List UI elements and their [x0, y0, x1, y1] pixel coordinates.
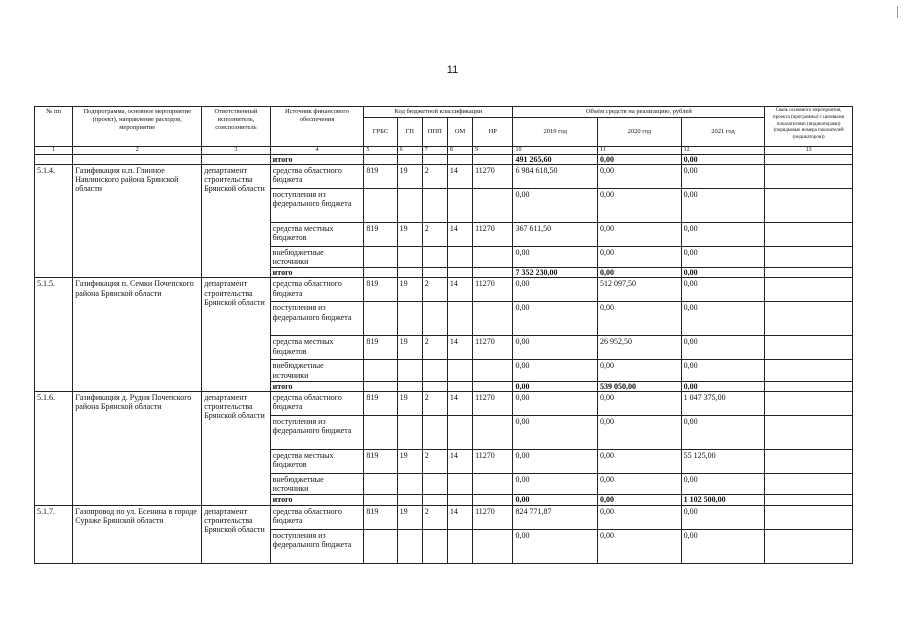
- top-total-row: [35, 154, 853, 164]
- table-row: [35, 164, 853, 188]
- code-gp: 19: [397, 278, 422, 302]
- code-grbs: [364, 474, 397, 495]
- code-grbs: [364, 416, 397, 450]
- code-ppp: [422, 246, 447, 267]
- amount-2019: 6 984 618,50: [513, 164, 598, 188]
- code-grbs: [364, 360, 397, 381]
- source-total: итого: [270, 381, 364, 391]
- code-om: 14: [447, 278, 472, 302]
- code-nr: 11270: [473, 336, 513, 360]
- empty-cell: [765, 246, 853, 267]
- code-om: [447, 360, 472, 381]
- code-grbs: 819: [364, 164, 397, 188]
- amount-2021: 1 102 500,00: [681, 495, 765, 505]
- amount-2019: 0,00: [513, 246, 598, 267]
- source-extra: внебюджетные источники: [270, 246, 364, 267]
- amount-2020: 26 952,50: [598, 336, 682, 360]
- amount-2020: 539 050,00: [598, 381, 682, 391]
- amount-2021: 0,00: [681, 278, 765, 302]
- code-om: 14: [447, 222, 472, 246]
- code-ppp: 2: [422, 336, 447, 360]
- amount-2020: 0,00: [598, 416, 682, 450]
- code-nr: [473, 416, 513, 450]
- code-grbs: [364, 246, 397, 267]
- empty-cell: [35, 154, 73, 164]
- header-link: Связь основного мероприятия, проекта (программы) с целевыми показателями (индикаторами) (порядковые номера показателей (индикаторов)): [765, 107, 853, 147]
- code-grbs: 819: [364, 392, 397, 416]
- code-grbs: 819: [364, 336, 397, 360]
- code-om: 14: [447, 392, 472, 416]
- header-subprogram: Подпрограмма, основное мероприятие (проект), направление расходов, мероприятие: [73, 107, 202, 147]
- code-gp: [397, 360, 422, 381]
- empty-cell: [765, 392, 853, 416]
- column-number: 4: [270, 146, 364, 154]
- table-body: [35, 146, 853, 563]
- code-ppp: [422, 474, 447, 495]
- empty-cell: [397, 154, 422, 164]
- amount-2021: 1 047 375,00: [681, 392, 765, 416]
- amount-2020: 0,00: [598, 450, 682, 474]
- table-row: [35, 505, 853, 529]
- amount-2021: 0,00: [681, 268, 765, 278]
- source-total: итого: [270, 495, 364, 505]
- empty-cell: [473, 154, 513, 164]
- budget-table: [34, 106, 853, 564]
- amount-2020: 0,00: [598, 154, 682, 164]
- source-regional: средства областного бюджета: [270, 392, 364, 416]
- amount-2019: 0,00: [513, 416, 598, 450]
- code-nr: 11270: [473, 164, 513, 188]
- code-gp: [397, 474, 422, 495]
- amount-2019: 367 611,50: [513, 222, 598, 246]
- empty-cell: [447, 154, 472, 164]
- row-name: Газопровод по ул. Есенина в городе Сураже Брянской области: [73, 505, 202, 563]
- source-federal: поступления из федерального бюджета: [270, 416, 364, 450]
- table-row: [35, 278, 853, 302]
- amount-2021: 0,00: [681, 302, 765, 336]
- code-om: 14: [447, 505, 472, 529]
- column-number: 7: [422, 146, 447, 154]
- code-om: [447, 302, 472, 336]
- empty-cell: [765, 278, 853, 302]
- amount-2021: 0,00: [681, 381, 765, 391]
- source-local: средства местных бюджетов: [270, 450, 364, 474]
- empty-cell: [765, 302, 853, 336]
- amount-2020: 0,00: [598, 392, 682, 416]
- column-numbers-row: [35, 146, 853, 154]
- empty-cell: [765, 360, 853, 381]
- empty-cell: [765, 529, 853, 563]
- code-gp: [397, 302, 422, 336]
- amount-2021: 0,00: [681, 164, 765, 188]
- table-row: [35, 392, 853, 416]
- column-number: 13: [765, 146, 853, 154]
- code-om: 14: [447, 164, 472, 188]
- code-ppp: [422, 529, 447, 563]
- amount-2021: 0,00: [681, 360, 765, 381]
- row-executor: департамент строительства Брянской области: [202, 505, 270, 563]
- code-ppp: [422, 268, 447, 278]
- amount-2019: 491 265,60: [513, 154, 598, 164]
- empty-cell: [765, 416, 853, 450]
- code-nr: [473, 360, 513, 381]
- code-ppp: 2: [422, 222, 447, 246]
- row-executor: департамент строительства Брянской области: [202, 278, 270, 392]
- amount-2020: 0,00: [598, 360, 682, 381]
- code-nr: [473, 495, 513, 505]
- code-gp: 19: [397, 450, 422, 474]
- empty-cell: [765, 268, 853, 278]
- empty-cell: [765, 474, 853, 495]
- code-nr: 11270: [473, 505, 513, 529]
- column-number: 8: [447, 146, 472, 154]
- empty-cell: [765, 222, 853, 246]
- amount-2020: 0,00: [598, 164, 682, 188]
- amount-2020: 0,00: [598, 222, 682, 246]
- header-om: ОМ: [447, 117, 472, 146]
- empty-cell: [364, 154, 397, 164]
- code-om: [447, 495, 472, 505]
- scan-edge-mark: [897, 6, 898, 18]
- row-num: 5.1.7.: [35, 505, 73, 563]
- code-grbs: 819: [364, 450, 397, 474]
- code-gp: [397, 381, 422, 391]
- source-federal: поступления из федерального бюджета: [270, 302, 364, 336]
- amount-2021: 0,00: [681, 474, 765, 495]
- code-ppp: [422, 360, 447, 381]
- code-nr: 11270: [473, 450, 513, 474]
- code-nr: [473, 381, 513, 391]
- source-federal: поступления из федерального бюджета: [270, 529, 364, 563]
- column-number: 12: [681, 146, 765, 154]
- code-grbs: 819: [364, 278, 397, 302]
- code-gp: [397, 268, 422, 278]
- header-year-2020: 2020 год: [598, 117, 682, 146]
- amount-2021: 0,00: [681, 154, 765, 164]
- amount-2019: 0,00: [513, 188, 598, 222]
- code-nr: [473, 188, 513, 222]
- amount-2020: 512 097,50: [598, 278, 682, 302]
- header-ppp: ППП: [422, 117, 447, 146]
- code-nr: [473, 246, 513, 267]
- row-executor: департамент строительства Брянской области: [202, 164, 270, 278]
- code-om: [447, 246, 472, 267]
- header-codes: Код бюджетной классификации: [364, 107, 513, 118]
- amount-2020: 0,00: [598, 474, 682, 495]
- code-grbs: [364, 268, 397, 278]
- code-gp: [397, 188, 422, 222]
- code-gp: 19: [397, 222, 422, 246]
- amount-2019: 0,00: [513, 302, 598, 336]
- code-nr: 11270: [473, 278, 513, 302]
- empty-cell: [765, 188, 853, 222]
- header-row: [35, 107, 853, 118]
- code-om: [447, 268, 472, 278]
- code-grbs: [364, 495, 397, 505]
- column-number: 9: [473, 146, 513, 154]
- row-executor: департамент строительства Брянской области: [202, 392, 270, 506]
- source-regional: средства областного бюджета: [270, 278, 364, 302]
- code-gp: [397, 246, 422, 267]
- source-total: итого: [270, 268, 364, 278]
- code-grbs: 819: [364, 222, 397, 246]
- page-number: 11: [446, 64, 459, 76]
- code-ppp: [422, 495, 447, 505]
- column-number: 6: [397, 146, 422, 154]
- code-gp: [397, 529, 422, 563]
- row-name: Газификация н.п. Глинное Навлинского района Брянской области: [73, 164, 202, 278]
- amount-2021: 0,00: [681, 188, 765, 222]
- code-grbs: [364, 302, 397, 336]
- row-name: Газификация д. Рудня Почепского района Брянской области: [73, 392, 202, 506]
- code-grbs: [364, 529, 397, 563]
- code-gp: [397, 495, 422, 505]
- amount-2020: 0,00: [598, 188, 682, 222]
- source-regional: средства областного бюджета: [270, 505, 364, 529]
- empty-cell: [765, 164, 853, 188]
- amount-2019: 0,00: [513, 381, 598, 391]
- empty-cell: [765, 381, 853, 391]
- amount-2020: 0,00: [598, 268, 682, 278]
- empty-cell: [422, 154, 447, 164]
- amount-2019: 0,00: [513, 392, 598, 416]
- amount-2019: 0,00: [513, 495, 598, 505]
- source-local: средства местных бюджетов: [270, 336, 364, 360]
- empty-cell: [765, 450, 853, 474]
- amount-2019: 0,00: [513, 360, 598, 381]
- header-executor: Ответственный исполнитель, соисполнитель: [202, 107, 270, 147]
- amount-2020: 0,00: [598, 505, 682, 529]
- amount-2021: 0,00: [681, 336, 765, 360]
- row-num: 5.1.4.: [35, 164, 73, 278]
- column-number: 11: [598, 146, 682, 154]
- empty-cell: [765, 495, 853, 505]
- header-amounts: Объём средств на реализацию, рублей: [513, 107, 765, 118]
- code-gp: 19: [397, 392, 422, 416]
- code-ppp: 2: [422, 392, 447, 416]
- amount-2019: 0,00: [513, 336, 598, 360]
- code-gp: 19: [397, 164, 422, 188]
- source-federal: поступления из федерального бюджета: [270, 188, 364, 222]
- amount-2019: 0,00: [513, 278, 598, 302]
- code-grbs: [364, 188, 397, 222]
- amount-2019: 0,00: [513, 474, 598, 495]
- code-nr: 11270: [473, 392, 513, 416]
- code-om: [447, 529, 472, 563]
- amount-2020: 0,00: [598, 495, 682, 505]
- header-gp: ГП: [397, 117, 422, 146]
- amount-2021: 0,00: [681, 222, 765, 246]
- code-ppp: 2: [422, 450, 447, 474]
- code-ppp: [422, 188, 447, 222]
- empty-cell: [765, 505, 853, 529]
- header-year-2019: 2019 год: [513, 117, 598, 146]
- empty-cell: [765, 336, 853, 360]
- code-nr: 11270: [473, 222, 513, 246]
- row-name: Газификация п. Семки Почепского района Брянской области: [73, 278, 202, 392]
- empty-cell: [765, 154, 853, 164]
- amount-2019: 7 352 230,00: [513, 268, 598, 278]
- empty-cell: [202, 154, 270, 164]
- code-nr: [473, 302, 513, 336]
- code-ppp: 2: [422, 164, 447, 188]
- amount-2019: 824 771,87: [513, 505, 598, 529]
- code-gp: 19: [397, 505, 422, 529]
- column-number: 2: [73, 146, 202, 154]
- column-number: 3: [202, 146, 270, 154]
- code-ppp: [422, 416, 447, 450]
- code-ppp: 2: [422, 278, 447, 302]
- code-ppp: [422, 381, 447, 391]
- amount-2019: 0,00: [513, 529, 598, 563]
- row-num: 5.1.5.: [35, 278, 73, 392]
- amount-2021: 0,00: [681, 505, 765, 529]
- amount-2020: 0,00: [598, 246, 682, 267]
- source-extra: внебюджетные источники: [270, 360, 364, 381]
- code-nr: [473, 529, 513, 563]
- amount-2021: 55 125,00: [681, 450, 765, 474]
- header-nr: НР: [473, 117, 513, 146]
- code-gp: 19: [397, 336, 422, 360]
- amount-2020: 0,00: [598, 302, 682, 336]
- code-nr: [473, 268, 513, 278]
- code-om: [447, 474, 472, 495]
- row-num: 5.1.6.: [35, 392, 73, 506]
- code-om: [447, 188, 472, 222]
- column-number: 1: [35, 146, 73, 154]
- amount-2019: 0,00: [513, 450, 598, 474]
- code-grbs: 819: [364, 505, 397, 529]
- source-regional: средства областного бюджета: [270, 164, 364, 188]
- amount-2021: 0,00: [681, 529, 765, 563]
- code-om: [447, 381, 472, 391]
- code-om: [447, 416, 472, 450]
- amount-2020: 0,00: [598, 529, 682, 563]
- column-number: 5: [364, 146, 397, 154]
- header-num: № пп: [35, 107, 73, 147]
- code-gp: [397, 416, 422, 450]
- header-source: Источник финансового обеспечения: [270, 107, 364, 147]
- code-grbs: [364, 381, 397, 391]
- column-number: 10: [513, 146, 598, 154]
- code-om: 14: [447, 336, 472, 360]
- code-nr: [473, 474, 513, 495]
- header-year-2021: 2021 год: [681, 117, 765, 146]
- source-local: средства местных бюджетов: [270, 222, 364, 246]
- header-grbs: ГРБС: [364, 117, 397, 146]
- empty-cell: [73, 154, 202, 164]
- amount-2021: 0,00: [681, 416, 765, 450]
- code-ppp: [422, 302, 447, 336]
- source-extra: внебюджетные источники: [270, 474, 364, 495]
- amount-2021: 0,00: [681, 246, 765, 267]
- code-ppp: 2: [422, 505, 447, 529]
- code-om: 14: [447, 450, 472, 474]
- total-label: итого: [270, 154, 364, 164]
